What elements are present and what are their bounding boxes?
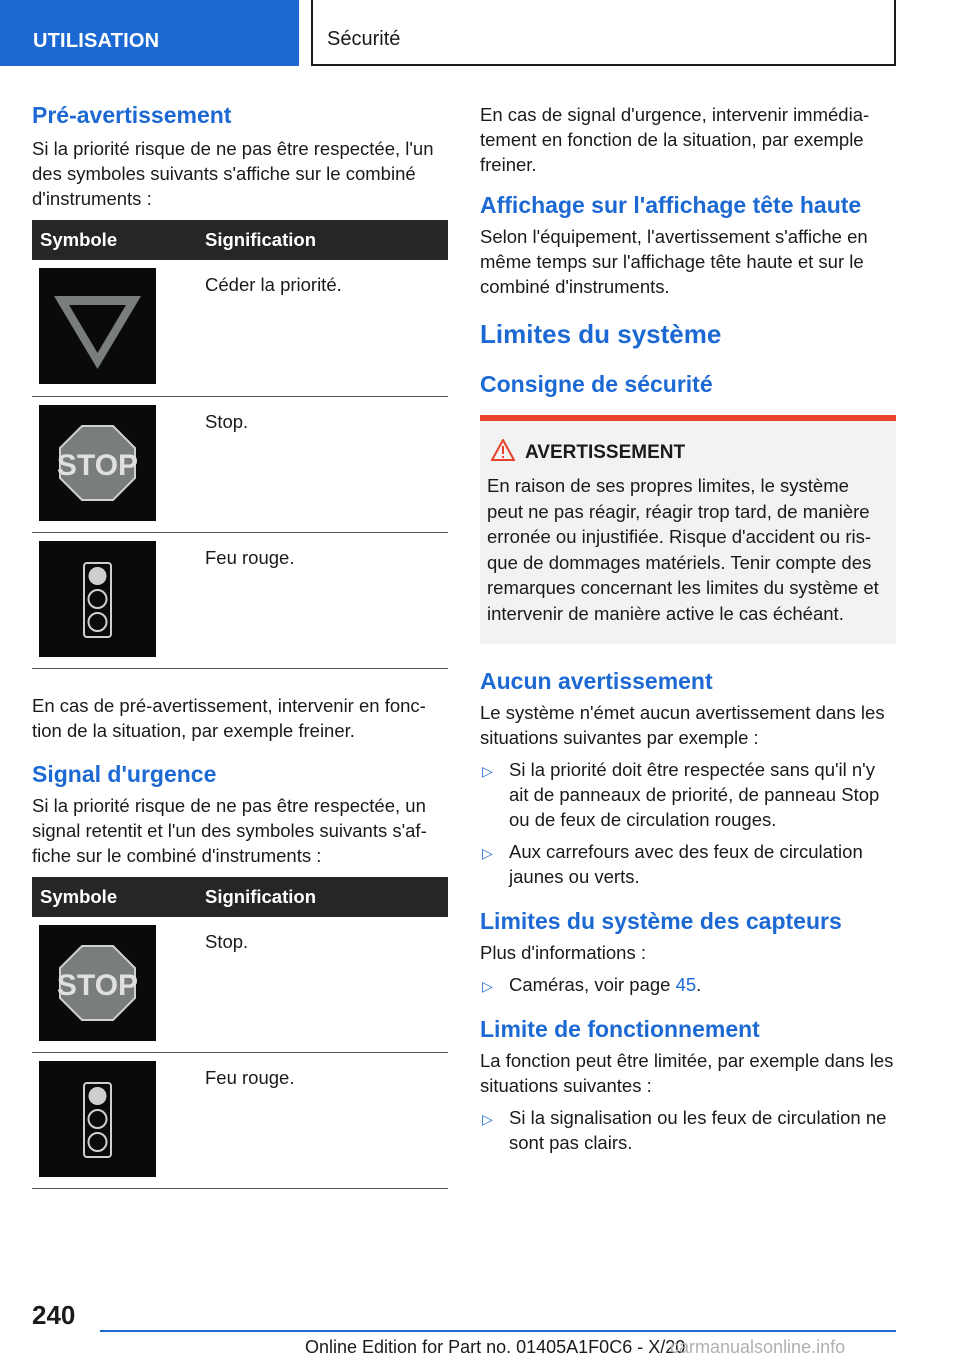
table-header (32, 220, 448, 260)
table-row (32, 396, 448, 532)
yield-sign-icon (39, 268, 156, 384)
meaning-text: Feu rouge. (195, 1053, 448, 1189)
svg-text:STOP: STOP (56, 448, 139, 482)
warning-body: En raison de ses propres limites, le système peut ne pas réagir, réagir trop tard, de manière erronée ou injustifiée. Risque d'accident ou ris-que de dommages matériels. Tenir compte des remarques concernant les limites du système et intervenir de manière active le cas échéant. (487, 475, 879, 624)
warning-title-row (487, 439, 888, 467)
heading-limites-capteurs: Limites du système des capteurs (480, 908, 842, 934)
list-fonctionnement (480, 1105, 896, 1155)
meaning-text: Stop. (195, 396, 448, 532)
traffic-light-icon (39, 1061, 156, 1177)
traffic-light-icon (39, 541, 156, 657)
footer-divider (100, 1330, 896, 1332)
meaning-text: Stop. (195, 917, 448, 1053)
warning-box (480, 415, 896, 644)
list-item: ▷ Si la signalisation ou les feux de circulation ne sont pas clairs. (482, 1107, 887, 1153)
symbol-table-1 (32, 220, 448, 669)
triangle-bullet-icon: ▷ (482, 1111, 493, 1127)
triangle-bullet-icon: ▷ (482, 978, 493, 994)
list-aucun (480, 757, 896, 889)
list-item: ▷ Caméras, voir page 45. (480, 972, 896, 997)
table-row (32, 260, 448, 396)
paragraph-aucun: Le système n'émet aucun avertissement dans les situations suivantes par exemple : (480, 702, 885, 748)
warning-triangle-icon (491, 439, 515, 467)
col-header-signification: Signification (195, 220, 448, 260)
list-item: ▷ Aux carrefours avec des feux de circulation jaunes ou verts. (482, 841, 863, 887)
heading-aucun-avertissement: Aucun avertissement (480, 668, 713, 694)
watermark: carmanualsonline.info (670, 1337, 846, 1357)
stop-sign-icon (39, 405, 156, 521)
col-header-signification: Signification (195, 877, 448, 917)
paragraph-signal: Si la priorité risque de ne pas être respectée, un signal retentit et l'un des symboles suivants s'af-fiche sur le combiné d'instruments : (32, 794, 427, 866)
col-header-symbole: Symbole (32, 220, 195, 260)
paragraph-fonctionnement: La fonction peut être limitée, par exemple dans les situations suivantes : (480, 1050, 894, 1096)
paragraph-after-pre: En cas de pré-avertissement, intervenir en fonc-tion de la situation, par exemple freiner. (32, 694, 426, 741)
paragraph-urgence: En cas de signal d'urgence, intervenir immédia-tement en fonction de la situation, par exemple freiner. (480, 104, 870, 175)
footer-edition: Online Edition for Part no. 01405A1F0C6 - X/20 (305, 1337, 686, 1357)
heading-consigne-securite: Consigne de sécurité (480, 371, 713, 397)
chapter-title: UTILISATION (33, 30, 160, 52)
left-column (32, 100, 448, 1189)
section-tab (311, 0, 896, 66)
table-row (32, 1053, 448, 1189)
svg-text:STOP: STOP (56, 968, 139, 1002)
meaning-text: Céder la priorité. (195, 260, 448, 396)
meaning-text: Feu rouge. (195, 532, 448, 668)
heading-pre-avertissement: Pré-avertissement (32, 102, 232, 128)
paragraph-pre: Si la priorité risque de ne pas être respectée, l'un des symboles suivants s'affiche sur le combiné d'instruments : (32, 138, 434, 209)
triangle-bullet-icon: ▷ (482, 845, 493, 861)
paragraph-capteurs: Plus d'informations : (480, 942, 646, 963)
page-link[interactable]: 45 (675, 974, 697, 995)
chapter-tab (0, 0, 299, 66)
stop-sign-icon (39, 925, 156, 1041)
heading-limite-fonctionnement: Limite de fonctionnement (480, 1016, 760, 1042)
warning-title: AVERTISSEMENT (525, 442, 686, 463)
page-number: 240 (32, 1300, 76, 1330)
list-capteurs (480, 972, 896, 997)
triangle-bullet-icon: ▷ (482, 763, 493, 779)
list-item: ▷ Si la priorité doit être respectée sans qu'il n'y ait de panneaux de priorité, de panneau Stop ou de feux de circulation rouges. (482, 759, 880, 830)
right-column (480, 100, 896, 1155)
symbol-table-2 (32, 877, 448, 1190)
table-header (32, 877, 448, 917)
table-row (32, 917, 448, 1053)
section-title: Sécurité (327, 28, 401, 50)
table-row (32, 532, 448, 668)
heading-signal-urgence: Signal d'urgence (32, 760, 217, 787)
paragraph-hud: Selon l'équipement, l'avertissement s'affiche en même temps sur l'affichage tête haute et sur le combiné d'instruments. (480, 226, 868, 297)
heading-limites-systeme: Limites du système (480, 319, 722, 349)
col-header-symbole: Symbole (32, 877, 195, 917)
heading-affichage-tete-haute: Affichage sur l'affichage tête haute (480, 192, 862, 218)
